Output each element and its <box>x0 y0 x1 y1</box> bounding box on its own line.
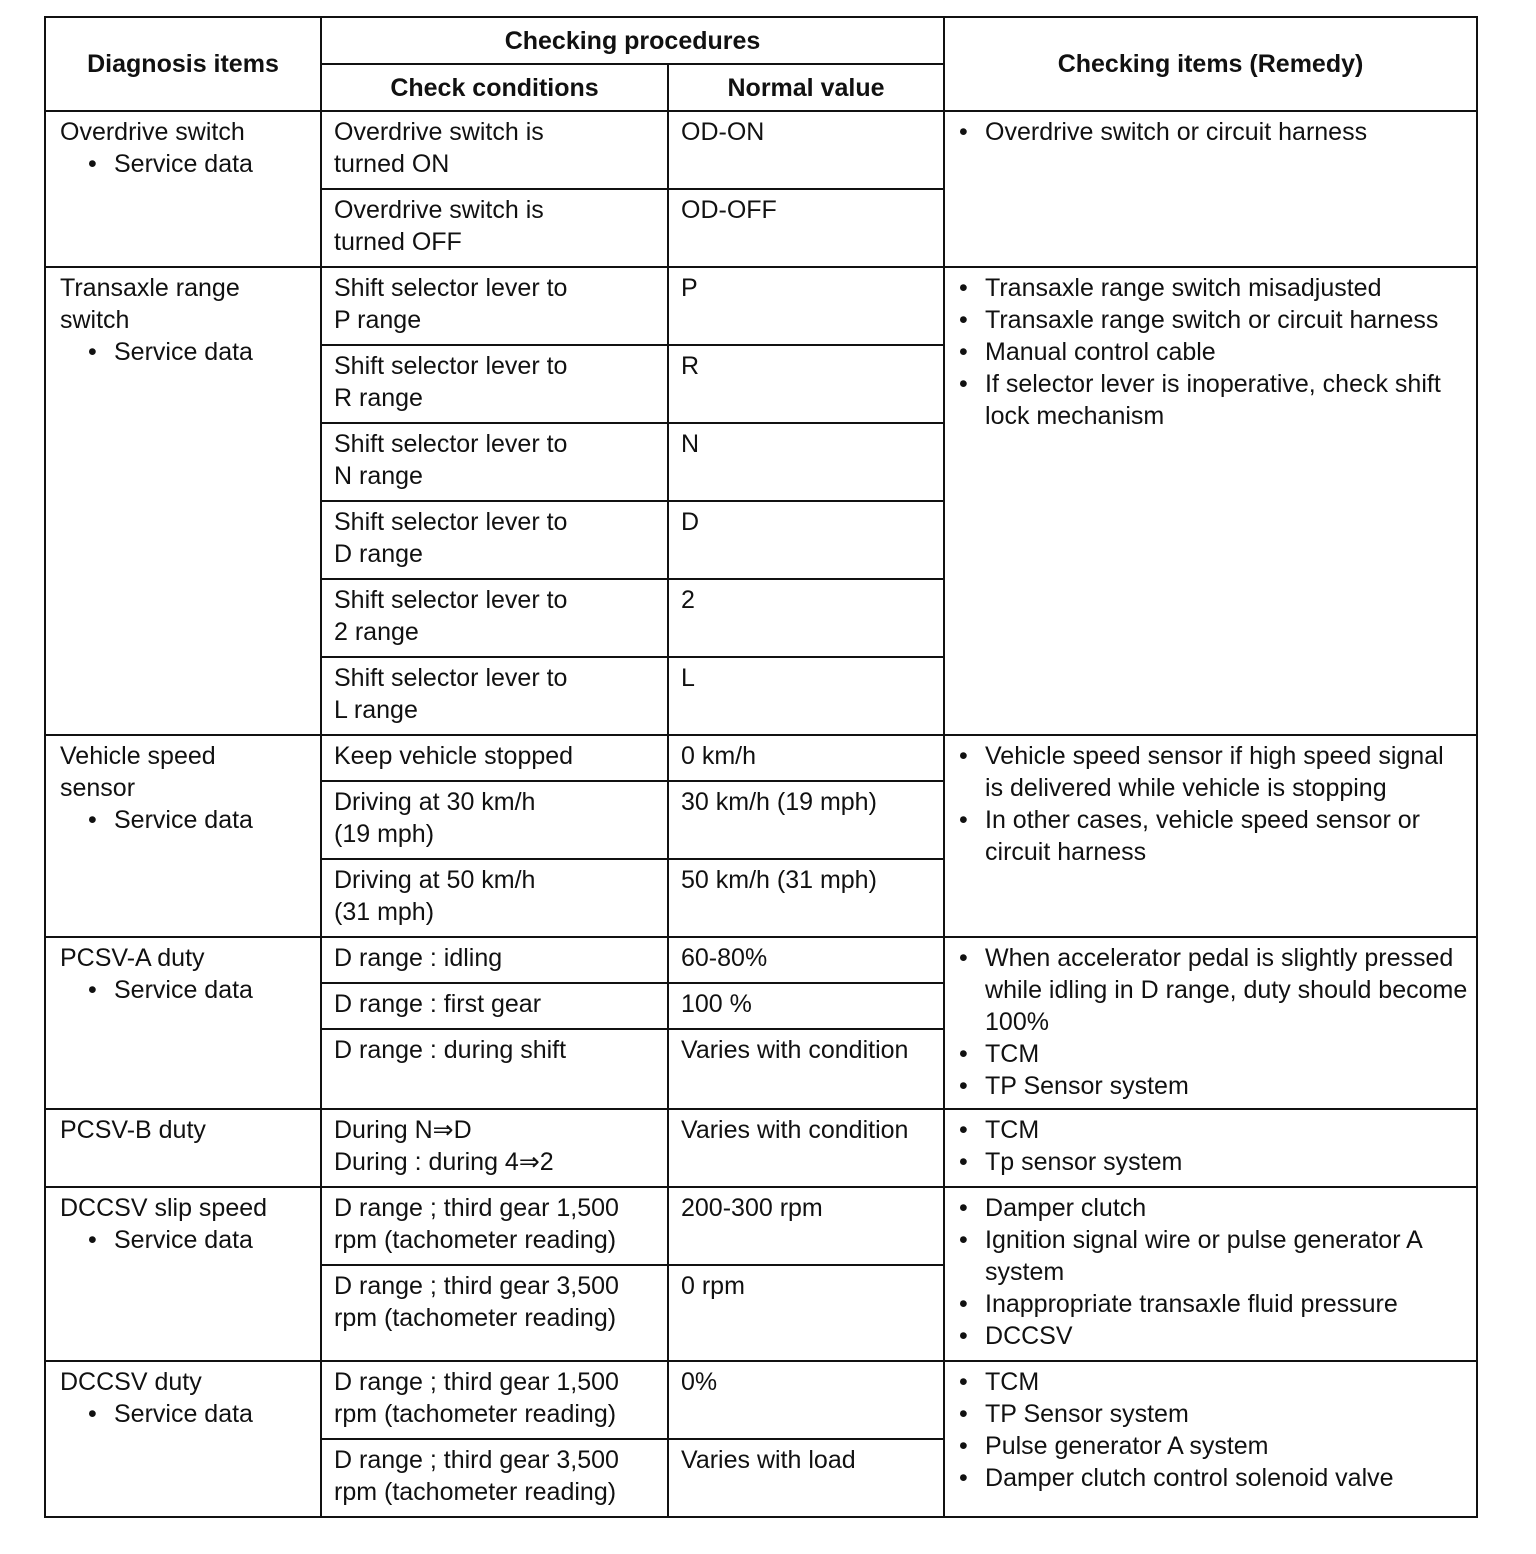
diagnosis-item-label: switch <box>60 306 130 334</box>
check-condition-text: (19 mph) <box>334 820 435 848</box>
diagnosis-table <box>44 16 1478 1518</box>
normal-value-cell <box>668 579 944 657</box>
normal-value-text: Varies with condition <box>681 1036 909 1064</box>
check-condition-text: Overdrive switch is <box>334 196 544 224</box>
normal-value-cell <box>668 1439 944 1517</box>
remedy-cell <box>944 1109 1477 1187</box>
check-condition-text: Shift selector lever to <box>334 274 568 302</box>
remedy-item: • Overdrive switch or circuit harness <box>985 116 1468 148</box>
normal-value-cell <box>668 423 944 501</box>
remedy-list <box>985 272 1468 432</box>
remedy-item: • TCM <box>985 1366 1468 1398</box>
normal-value-text: Varies with condition <box>681 1116 909 1144</box>
diagnosis-item-cell <box>45 1109 321 1187</box>
remedy-item: • Damper clutch control solenoid valve <box>985 1462 1468 1494</box>
normal-value-cell <box>668 735 944 781</box>
normal-value-cell <box>668 267 944 345</box>
check-condition-text: rpm (tachometer reading) <box>334 1400 617 1428</box>
service-data-label: • Service data <box>60 974 310 1006</box>
diagnosis-item-cell <box>45 1361 321 1517</box>
check-condition-cell <box>321 657 668 735</box>
diagnosis-item-cell <box>45 1187 321 1361</box>
service-data-label: • Service data <box>60 148 310 180</box>
normal-value-text: N <box>681 430 700 458</box>
normal-value-text: D <box>681 508 700 536</box>
check-condition-text: (31 mph) <box>334 898 435 926</box>
remedy-cell <box>944 267 1477 735</box>
normal-value-text: 0 rpm <box>681 1272 745 1300</box>
remedy-item: • When accelerator pedal is slightly pressed while idling in D range, duty should become 100% <box>985 942 1468 1038</box>
normal-value-text: OD-ON <box>681 118 765 146</box>
check-condition-cell <box>321 1439 668 1517</box>
check-condition-text: During : during 4⇒2 <box>334 1148 554 1176</box>
check-condition-cell <box>321 1187 668 1265</box>
check-condition-cell <box>321 579 668 657</box>
check-condition-text: turned ON <box>334 150 450 178</box>
diagnosis-item-label: DCCSV duty <box>60 1368 202 1396</box>
service-data-label: • Service data <box>60 804 310 836</box>
check-condition-cell <box>321 189 668 267</box>
normal-value-cell <box>668 937 944 983</box>
remedy-item: • Transaxle range switch or circuit harness <box>985 304 1468 336</box>
remedy-item: • TP Sensor system <box>985 1398 1468 1430</box>
diagnosis-item-cell <box>45 937 321 1109</box>
check-condition-cell <box>321 937 668 983</box>
diagnosis-item-cell <box>45 267 321 735</box>
check-condition-cell <box>321 983 668 1029</box>
table-row <box>45 1187 1477 1265</box>
check-condition-cell <box>321 781 668 859</box>
header-normal-value: Normal value <box>668 64 944 111</box>
remedy-cell <box>944 735 1477 937</box>
remedy-list <box>985 1192 1468 1352</box>
remedy-cell <box>944 1187 1477 1361</box>
remedy-item: • Pulse generator A system <box>985 1430 1468 1462</box>
normal-value-cell <box>668 1029 944 1109</box>
check-condition-text: Shift selector lever to <box>334 352 568 380</box>
normal-value-text: OD-OFF <box>681 196 777 224</box>
normal-value-text: 0% <box>681 1368 718 1396</box>
check-condition-text: D range ; third gear 1,500 <box>334 1194 619 1222</box>
normal-value-cell <box>668 781 944 859</box>
table-row <box>45 267 1477 345</box>
check-condition-text: D range ; third gear 1,500 <box>334 1368 619 1396</box>
header-diagnosis-items: Diagnosis items <box>45 17 321 111</box>
table-row <box>45 1109 1477 1187</box>
table-body <box>45 111 1477 1517</box>
remedy-item: • Inappropriate transaxle fluid pressure <box>985 1288 1468 1320</box>
normal-value-text: Varies with load <box>681 1446 856 1474</box>
check-condition-text: N range <box>334 462 423 490</box>
remedy-item: • Vehicle speed sensor if high speed signal is delivered while vehicle is stopping <box>985 740 1468 804</box>
normal-value-text: P <box>681 274 698 302</box>
check-condition-cell <box>321 111 668 189</box>
normal-value-text: 200-300 rpm <box>681 1194 823 1222</box>
check-condition-text: D range : during shift <box>334 1036 567 1064</box>
table-row <box>45 111 1477 189</box>
check-condition-cell <box>321 735 668 781</box>
remedy-item: • Ignition signal wire or pulse generator A system <box>985 1224 1468 1288</box>
normal-value-text: 0 km/h <box>681 742 757 770</box>
normal-value-text: 60-80% <box>681 944 768 972</box>
remedy-item: • TP Sensor system <box>985 1070 1468 1102</box>
remedy-list <box>985 1114 1468 1178</box>
check-condition-cell <box>321 345 668 423</box>
check-condition-text: rpm (tachometer reading) <box>334 1304 617 1332</box>
normal-value-cell <box>668 501 944 579</box>
check-condition-text: 2 range <box>334 618 419 646</box>
check-condition-text: D range ; third gear 3,500 <box>334 1446 619 1474</box>
table-header <box>45 17 1477 111</box>
check-condition-cell <box>321 423 668 501</box>
check-condition-text: Shift selector lever to <box>334 508 568 536</box>
table-row <box>45 735 1477 781</box>
remedy-cell <box>944 1361 1477 1517</box>
normal-value-text: L <box>681 664 695 692</box>
check-condition-text: R range <box>334 384 423 412</box>
remedy-list <box>985 1366 1468 1494</box>
diagnosis-item-label: DCCSV slip speed <box>60 1194 268 1222</box>
normal-value-cell <box>668 1109 944 1187</box>
check-condition-text: Shift selector lever to <box>334 586 568 614</box>
check-condition-text: Driving at 50 km/h <box>334 866 536 894</box>
check-condition-cell <box>321 1361 668 1439</box>
normal-value-cell <box>668 1187 944 1265</box>
remedy-item: • Manual control cable <box>985 336 1468 368</box>
check-condition-text: Shift selector lever to <box>334 664 568 692</box>
remedy-item: • DCCSV <box>985 1320 1468 1352</box>
remedy-item: • TCM <box>985 1038 1468 1070</box>
diagnosis-item-cell <box>45 111 321 267</box>
remedy-item: • TCM <box>985 1114 1468 1146</box>
header-check-conditions: Check conditions <box>321 64 668 111</box>
normal-value-text: 2 <box>681 586 695 614</box>
check-condition-text: turned OFF <box>334 228 462 256</box>
normal-value-text: 30 km/h (19 mph) <box>681 788 877 816</box>
diagnosis-item-label: sensor <box>60 774 136 802</box>
normal-value-text: 100 % <box>681 990 752 1018</box>
check-condition-text: Shift selector lever to <box>334 430 568 458</box>
normal-value-cell <box>668 1265 944 1361</box>
header-checking-items: Checking items (Remedy) <box>944 17 1477 111</box>
diagnosis-item-label: PCSV-A duty <box>60 944 205 972</box>
normal-value-cell <box>668 111 944 189</box>
check-condition-text: L range <box>334 696 418 724</box>
check-condition-text: P range <box>334 306 422 334</box>
check-condition-text: rpm (tachometer reading) <box>334 1226 617 1254</box>
remedy-item: • Transaxle range switch misadjusted <box>985 272 1468 304</box>
remedy-item: • Tp sensor system <box>985 1146 1468 1178</box>
diagnosis-item-label: Overdrive switch <box>60 118 245 146</box>
normal-value-cell <box>668 983 944 1029</box>
normal-value-text: R <box>681 352 700 380</box>
table-row <box>45 937 1477 983</box>
remedy-item: • In other cases, vehicle speed sensor or circuit harness <box>985 804 1468 868</box>
remedy-list <box>985 942 1468 1102</box>
check-condition-cell <box>321 1265 668 1361</box>
service-data-label: • Service data <box>60 1224 310 1256</box>
diagnosis-item-label: Transaxle range <box>60 274 240 302</box>
normal-value-cell <box>668 657 944 735</box>
normal-value-cell <box>668 345 944 423</box>
remedy-list <box>985 740 1468 868</box>
table-row <box>45 1361 1477 1439</box>
header-checking-procedures: Checking procedures <box>321 17 944 64</box>
remedy-cell <box>944 111 1477 267</box>
check-condition-text: Overdrive switch is <box>334 118 544 146</box>
check-condition-text: D range <box>334 540 423 568</box>
normal-value-cell <box>668 859 944 937</box>
check-condition-text: D range : idling <box>334 944 503 972</box>
diagnosis-item-cell <box>45 735 321 937</box>
remedy-cell <box>944 937 1477 1109</box>
diagnosis-table-container <box>44 16 1476 1518</box>
service-data-label: • Service data <box>60 1398 310 1430</box>
normal-value-text: 50 km/h (31 mph) <box>681 866 877 894</box>
check-condition-text: D range ; third gear 3,500 <box>334 1272 619 1300</box>
remedy-item: • Damper clutch <box>985 1192 1468 1224</box>
check-condition-text: rpm (tachometer reading) <box>334 1478 617 1506</box>
diagnosis-item-label: Vehicle speed <box>60 742 216 770</box>
service-data-label: • Service data <box>60 336 310 368</box>
check-condition-text: Keep vehicle stopped <box>334 742 574 770</box>
check-condition-cell <box>321 859 668 937</box>
check-condition-cell <box>321 267 668 345</box>
check-condition-text: During N⇒D <box>334 1116 472 1144</box>
diagnosis-item-label: PCSV-B duty <box>60 1116 206 1144</box>
check-condition-cell <box>321 1029 668 1109</box>
check-condition-cell <box>321 1109 668 1187</box>
normal-value-cell <box>668 189 944 267</box>
check-condition-text: D range : first gear <box>334 990 542 1018</box>
check-condition-text: Driving at 30 km/h <box>334 788 536 816</box>
remedy-list <box>985 116 1468 148</box>
remedy-item: • If selector lever is inoperative, check shift lock mechanism <box>985 368 1468 432</box>
check-condition-cell <box>321 501 668 579</box>
normal-value-cell <box>668 1361 944 1439</box>
